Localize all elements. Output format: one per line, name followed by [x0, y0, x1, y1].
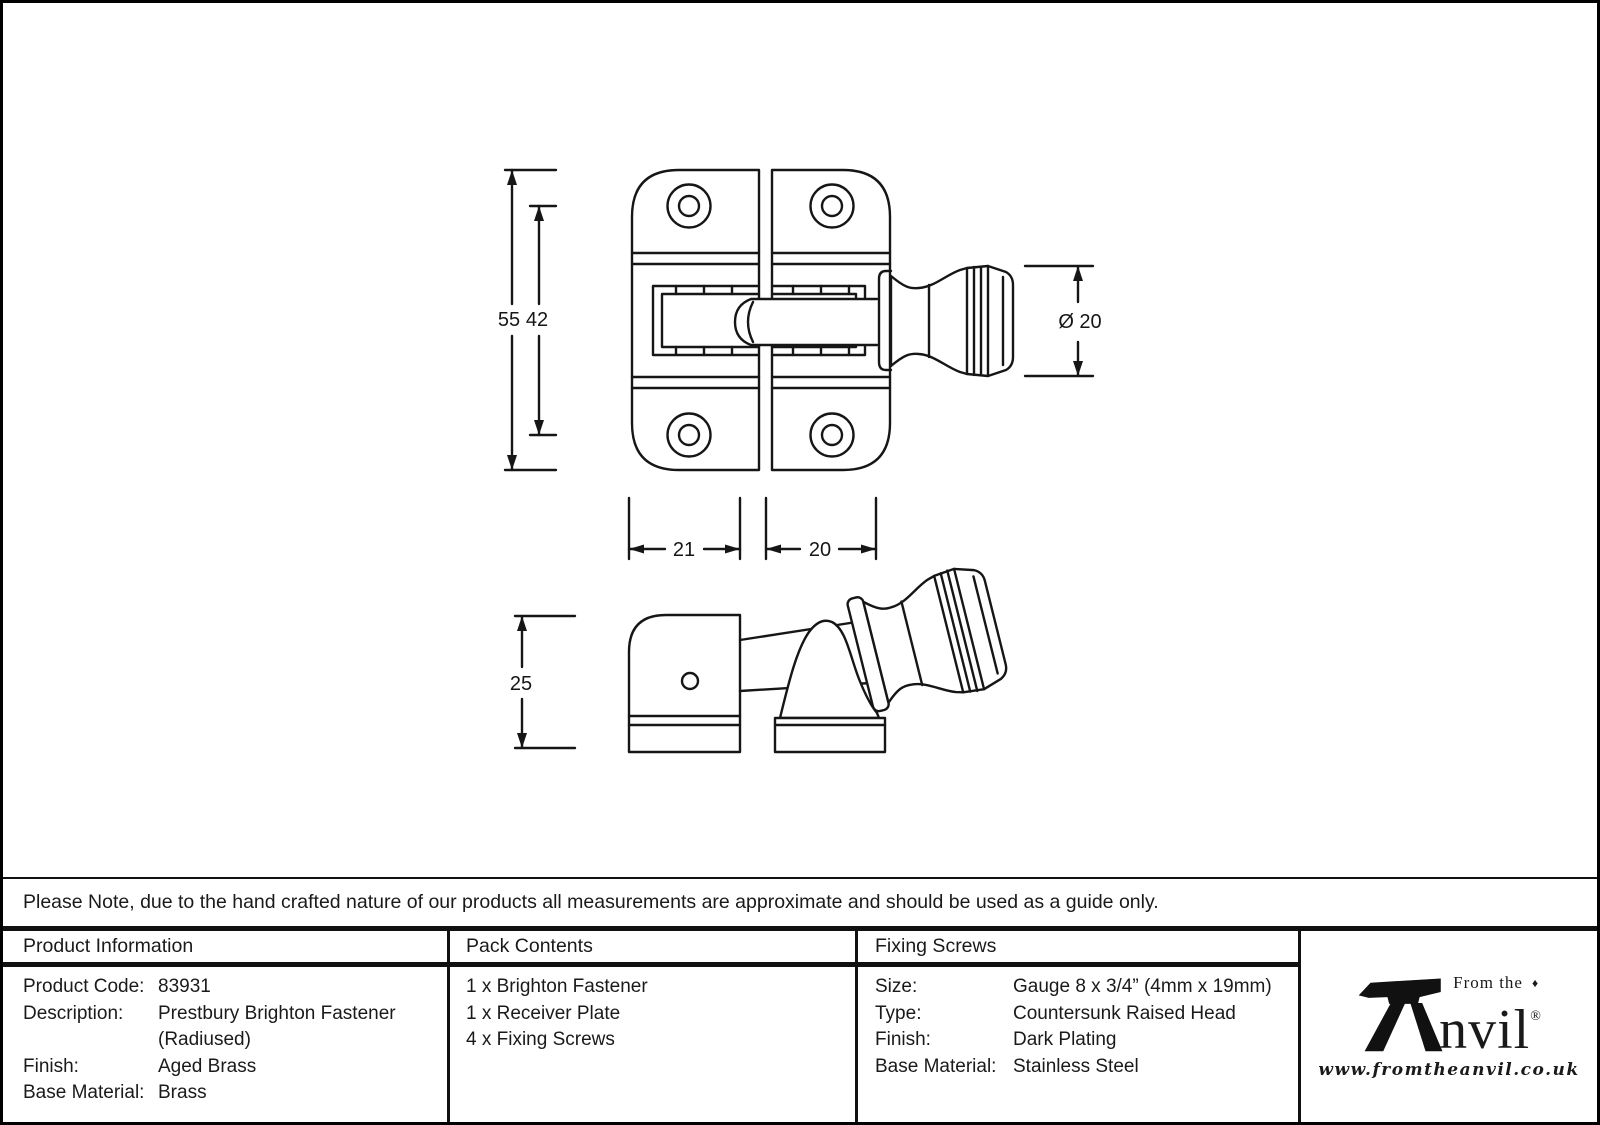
pack-contents-body	[450, 967, 858, 1122]
logo-url: www.fromtheanvil.co.uk	[1318, 1060, 1580, 1080]
product-information-header-label: Product Information	[23, 935, 194, 957]
fastener-drawing	[3, 3, 1597, 877]
screw-hole-inner	[679, 425, 699, 445]
spec-row: Type: Countersunk Raised Head	[875, 1002, 1236, 1024]
screw-hole	[811, 414, 854, 457]
screw-hole	[811, 185, 854, 228]
tilted-knob	[845, 562, 1010, 716]
measurement-note	[3, 879, 1597, 931]
dim-label-25: 25	[509, 673, 533, 695]
screw-hole	[668, 185, 711, 228]
spec-row: Product Code: 83931	[23, 976, 211, 997]
logo-wordmark	[1439, 993, 1541, 1061]
dim-label-42: 42	[525, 309, 549, 331]
screw-hole-inner	[679, 196, 699, 216]
diamond-icon: ♦	[1531, 975, 1540, 990]
dim-label-55: 55	[497, 309, 521, 331]
fixing-screws-header	[858, 931, 1301, 967]
dim-label-knob-diameter: Ø 20	[1058, 311, 1102, 333]
spec-row: Description: Prestbury Brighton Fastener	[23, 1002, 396, 1024]
logo-tagline	[1453, 973, 1539, 993]
top-view-drawing	[632, 170, 1013, 470]
spec-row: Base Material: Brass	[23, 1082, 207, 1103]
dim-label-20: 20	[808, 539, 832, 561]
pack-item: 1 x Receiver Plate	[466, 1002, 621, 1024]
anvil-icon	[1357, 974, 1445, 1054]
knob-outline	[891, 266, 1013, 376]
spec-row: Finish: Aged Brass	[23, 1055, 257, 1077]
registered-mark: ®	[1530, 1009, 1541, 1024]
technical-drawing-area	[3, 3, 1597, 879]
brand-logo-cell	[1301, 931, 1597, 1122]
fixing-screws-body	[858, 967, 1301, 1122]
side-view-drawing	[629, 562, 1010, 752]
pack-contents-header	[450, 931, 858, 967]
spec-row: Base Material: Stainless Steel	[875, 1055, 1139, 1077]
note-text: Please Note, due to the hand crafted nature of our products all measurements are approximate and should be used as a guide only.	[23, 891, 1159, 913]
sliding-bolt	[735, 299, 877, 345]
logo-wordmark-text: nvil	[1439, 999, 1531, 1061]
pack-item: 4 x Fixing Screws	[466, 1029, 615, 1050]
spec-row: (Radiused)	[158, 1029, 251, 1050]
fixing-screws-header-label: Fixing Screws	[875, 935, 997, 957]
screw-hole-inner	[822, 196, 842, 216]
pack-item: 1 x Brighton Fastener	[466, 976, 648, 997]
left-slot-ticks	[676, 286, 732, 355]
receiver-base	[775, 718, 885, 752]
product-information-header	[3, 931, 450, 967]
screw-hole	[668, 414, 711, 457]
side-block-outline	[629, 615, 740, 752]
brand-logo	[1318, 973, 1579, 1080]
pack-contents-header-label: Pack Contents	[466, 935, 593, 957]
spec-row: Finish: Dark Plating	[875, 1029, 1117, 1050]
product-information-body	[3, 967, 450, 1122]
info-table	[3, 931, 1597, 1122]
logo-tagline-text: From the	[1453, 973, 1523, 992]
spec-row: Size: Gauge 8 x 3/4” (4mm x 19mm)	[875, 976, 1272, 997]
screw-hole-inner	[822, 425, 842, 445]
dim-label-21: 21	[672, 539, 696, 561]
